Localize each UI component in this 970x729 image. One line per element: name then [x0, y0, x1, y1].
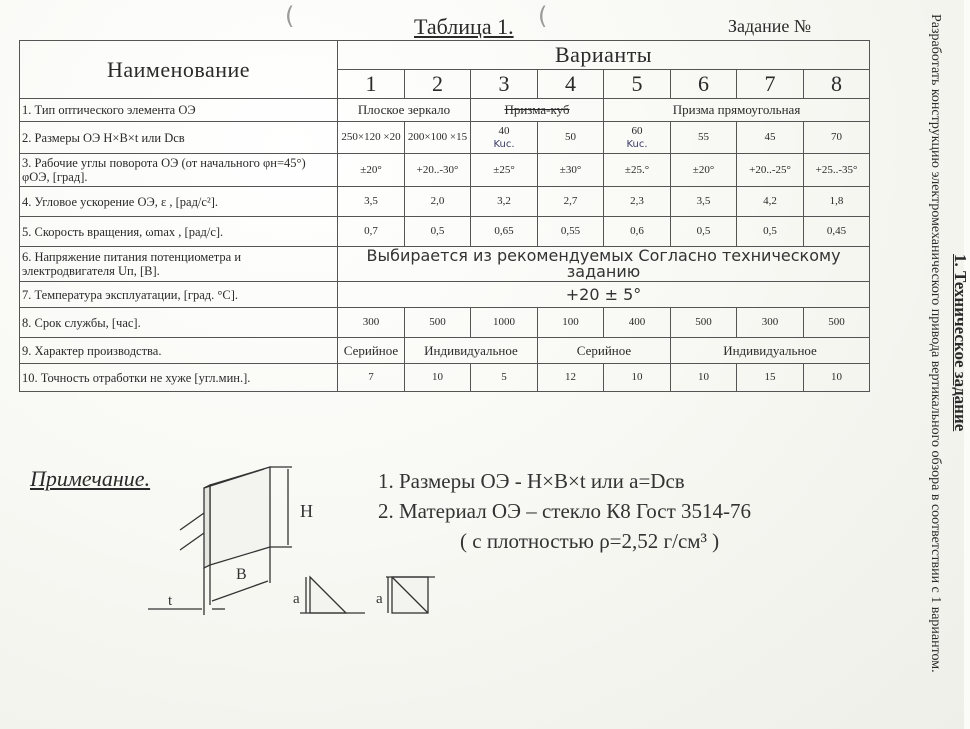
table-row: [20, 187, 870, 217]
variant-value: [737, 217, 804, 247]
parameter-name: 8. Срок службы, [час].: [20, 308, 338, 338]
value-text: 4,2: [763, 195, 777, 207]
table-row: [20, 364, 870, 392]
table-title: Таблица 1.: [414, 14, 514, 39]
label-a-1: a: [293, 591, 300, 607]
note-line-2: 2. Материал ОЭ – стекло К8 Гост 3514-76: [378, 499, 752, 523]
table-header-area: [0, 2, 880, 42]
variant-value: [604, 217, 671, 247]
value-text: 3,2: [497, 195, 511, 207]
value-text: 300: [362, 316, 380, 328]
variant-value: [405, 364, 471, 392]
value-text: 500: [695, 316, 712, 328]
variant-value: [538, 308, 604, 338]
handwritten-note: Kuc.: [626, 138, 648, 150]
value-text: 10: [432, 371, 443, 383]
label-t: t: [168, 593, 173, 609]
value-text: 60: [631, 124, 643, 137]
parameter-name: 6. Напряжение питания потенциометра и электродвигателя Uп, [В].: [20, 247, 338, 282]
variant-value: [405, 187, 471, 217]
variant-value: [804, 364, 870, 392]
value-text: 10: [698, 371, 709, 383]
value-text: 15: [764, 371, 776, 383]
variant-span-value: Серийное: [338, 338, 405, 364]
value-text: 12: [565, 371, 576, 383]
variant-span-value: Плоское зеркало: [338, 99, 471, 122]
value-text: 45: [764, 131, 776, 143]
variant-value: [737, 187, 804, 217]
note-line-3: ( с плотностью ρ=2,52 г/см³ ): [460, 529, 720, 553]
parameter-name: 5. Скорость вращения, ωmax , [рад/с].: [20, 217, 338, 247]
table-row: [20, 308, 870, 338]
variant-value: [471, 187, 538, 217]
variant-number: 7: [737, 70, 804, 99]
variant-value: [471, 308, 538, 338]
value-text: 2,3: [630, 195, 644, 207]
value-text: ±20°: [692, 163, 715, 176]
parameter-name: 2. Размеры ОЭ H×B×t или Dсв: [20, 122, 338, 154]
table-row: [20, 122, 870, 154]
parameter-name: 7. Температура эксплуатации, [град. °С].: [20, 282, 338, 308]
variant-value: [804, 308, 870, 338]
side-title: 1. Техническое задание: [951, 254, 970, 432]
parameter-name: 4. Угловое ускорение ОЭ, ε , [рад/с²].: [20, 187, 338, 217]
label-a-2: a: [376, 591, 383, 607]
variant-span-value: Индивидуальное: [405, 338, 538, 364]
value-text: 55: [698, 131, 709, 143]
specification-table: [19, 40, 870, 392]
variant-span-value: Призма-куб: [471, 99, 604, 122]
table-row: [20, 217, 870, 247]
variant-value: [671, 217, 737, 247]
variant-value: [471, 154, 538, 187]
variant-value: [471, 217, 538, 247]
value-text: 250×120 ×20: [341, 131, 401, 143]
variant-value: [405, 217, 471, 247]
variant-value: [671, 187, 737, 217]
parameter-name: 10. Точность отработки не хуже [угл.мин.].: [20, 364, 338, 392]
variant-number: 2: [405, 70, 471, 99]
variant-value: [804, 217, 870, 247]
value-text: 50: [565, 131, 576, 143]
variant-span-value: Индивидуальное: [671, 338, 870, 364]
variant-value: [405, 122, 471, 154]
variant-value: [737, 364, 804, 392]
table-body: [20, 99, 870, 392]
variant-value: [338, 187, 405, 217]
parameter-name: 3. Рабочие углы поворота ОЭ (от начального φн=45°) φОЭ, [град].: [20, 154, 338, 187]
variant-span-value: Призма прямоугольная: [604, 99, 870, 122]
merged-value: +20 ± 5°: [338, 282, 870, 308]
variant-value: [604, 308, 671, 338]
variant-value: [671, 308, 737, 338]
label-b: B: [236, 566, 247, 583]
side-rotated-text: [926, 14, 970, 714]
variant-value: [538, 364, 604, 392]
value-text: 10: [631, 371, 643, 383]
value-text: 0,6: [630, 225, 644, 237]
variant-value: [338, 122, 405, 154]
value-text: 0,5: [430, 225, 445, 237]
variant-value: [604, 187, 671, 217]
variant-value: [338, 364, 405, 392]
variant-value: [338, 217, 405, 247]
value-text: 0,5: [763, 225, 777, 237]
variant-value: [804, 187, 870, 217]
variant-value: [538, 187, 604, 217]
task-number-label: Задание №: [728, 16, 812, 36]
value-text: 500: [429, 316, 446, 328]
value-text: 3,5: [364, 195, 378, 207]
variant-value: [405, 154, 471, 187]
merged-value: Выбирается из рекомендуемых Согласно техническому заданию: [338, 247, 870, 282]
note-label: Примечание.: [30, 466, 151, 491]
table-row: [20, 282, 870, 308]
variant-value: [604, 154, 671, 187]
scan-artifact: (: [285, 2, 295, 30]
variant-value: [405, 308, 471, 338]
value-text: 10: [831, 371, 843, 383]
dimension-b-line: [212, 581, 268, 601]
variant-value: [804, 122, 870, 154]
value-text: +20..-30°: [416, 163, 459, 176]
parameter-name: 9. Характер производства.: [20, 338, 338, 364]
value-text: +25..-35°: [815, 163, 858, 176]
value-text: 2,7: [563, 195, 578, 207]
variant-value: [671, 364, 737, 392]
value-text: 7: [368, 371, 374, 383]
value-text: 0,7: [364, 225, 378, 237]
scan-artifact: (: [538, 2, 548, 30]
variant-span-value: Серийное: [538, 338, 671, 364]
value-text: 400: [628, 316, 646, 328]
side-text: Разработать конструкцию электромеханического привода вертикального обзора в соответствии с 1 вариантом.: [928, 14, 943, 673]
column-header-variants: Варианты: [338, 41, 870, 70]
right-prism-side-view: [310, 577, 346, 613]
value-text: +20..-25°: [749, 163, 791, 176]
value-text: ±30°: [559, 163, 582, 176]
plate-side-face: [204, 485, 210, 568]
value-text: 2,0: [430, 195, 445, 207]
variant-value: [737, 122, 804, 154]
variant-number: 1: [338, 70, 405, 99]
value-text: 5: [501, 371, 507, 383]
variant-value: [737, 308, 804, 338]
value-text: ±25°: [493, 163, 515, 176]
value-text: 0,65: [494, 225, 514, 237]
variant-value: [538, 122, 604, 154]
variant-value: [471, 122, 538, 154]
value-text: 200×100 ×15: [407, 131, 468, 143]
value-text: 40: [498, 124, 510, 137]
value-text: 0,45: [826, 225, 847, 237]
table-row: [20, 154, 870, 187]
value-text: 0,5: [696, 225, 711, 237]
value-text: ±25.°: [624, 163, 650, 176]
value-text: 1000: [493, 316, 515, 328]
variant-number: 4: [538, 70, 604, 99]
handwritten-note: Kuc.: [493, 138, 515, 150]
variant-value: [538, 217, 604, 247]
variant-number: 6: [671, 70, 737, 99]
variant-value: [538, 154, 604, 187]
variant-value: [737, 154, 804, 187]
value-text: 500: [828, 316, 845, 328]
optical-element-diagram: [140, 455, 480, 630]
label-h: H: [300, 501, 313, 521]
column-header-name: Наименование: [20, 41, 338, 99]
side-panel: [880, 0, 970, 729]
variant-number: 5: [604, 70, 671, 99]
value-text: ±20°: [360, 163, 382, 176]
parameter-name: 1. Тип оптического элемента ОЭ: [20, 99, 338, 122]
variant-value: [671, 154, 737, 187]
table-row: [20, 99, 870, 122]
variant-value: [338, 308, 405, 338]
table-row: [20, 338, 870, 364]
value-text: 1,8: [829, 195, 844, 207]
variant-value: [804, 154, 870, 187]
value-text: 70: [831, 131, 843, 143]
value-text: 3,5: [696, 195, 711, 207]
variant-number: 3: [471, 70, 538, 99]
variant-value: [671, 122, 737, 154]
value-text: 300: [761, 316, 779, 328]
value-text: 100: [562, 316, 579, 328]
variant-number: 8: [804, 70, 870, 99]
plate-front-face: [210, 467, 270, 565]
variant-value: [471, 364, 538, 392]
variant-value: [338, 154, 405, 187]
variant-value: [604, 122, 671, 154]
table-row: [20, 247, 870, 282]
value-text: 0,55: [560, 225, 581, 237]
note-line-1: 1. Размеры ОЭ - Н×В×t или a=Dсв: [378, 469, 685, 493]
variant-value: [604, 364, 671, 392]
